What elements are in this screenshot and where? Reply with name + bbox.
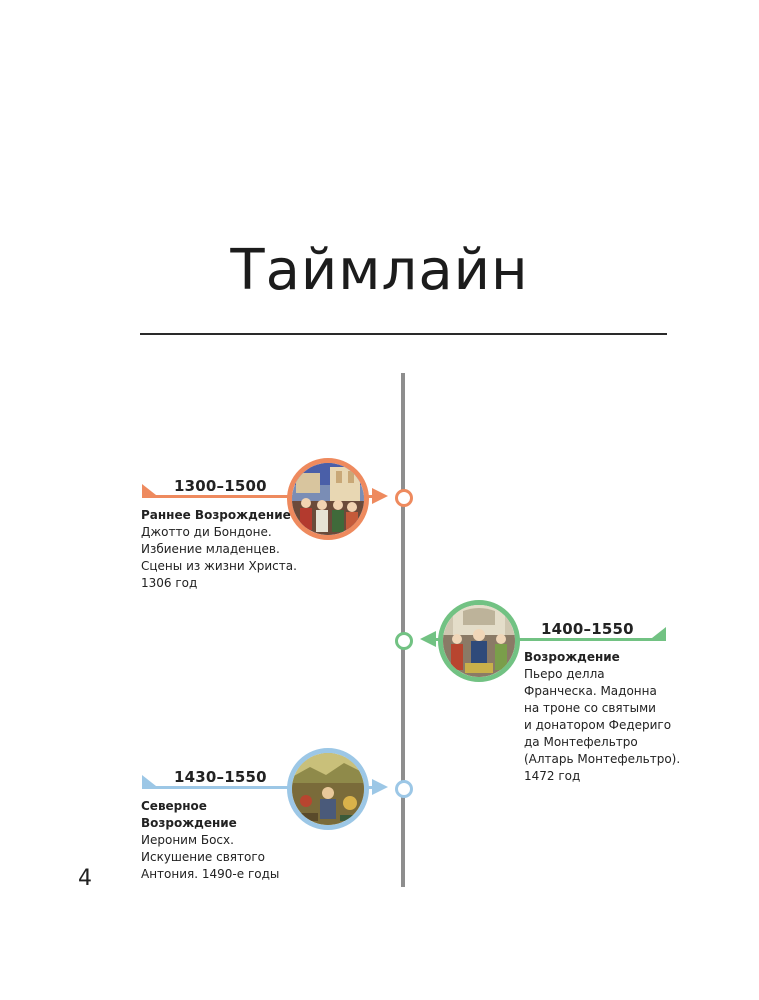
event-period-label: Северное Возрождение [141, 799, 237, 830]
connector-arrow [372, 488, 388, 504]
event-line: и донатором Федериго [524, 718, 672, 732]
event-description [524, 649, 699, 785]
page-number: 4 [78, 866, 92, 891]
event-line: Джотто ди Бондоне. [141, 525, 272, 539]
timeline-node [395, 780, 413, 798]
event-line: (Алтарь Монтефельтро). [524, 752, 681, 766]
connector-arrow [420, 631, 436, 647]
event-years: 1300–1500 [174, 477, 267, 495]
painting-thumbnail-piero [438, 600, 520, 682]
event-description [141, 798, 301, 883]
event-line: Антония. 1490-е годы [141, 867, 280, 881]
title-underline [140, 333, 667, 335]
event-line: Избиение младенцев. [141, 542, 280, 556]
event-years: 1400–1550 [541, 620, 634, 638]
event-period-label: Раннее Возрождение [141, 508, 291, 522]
timeline-node [395, 489, 413, 507]
event-line: Сцены из жизни Христа. [141, 559, 297, 573]
event-years: 1430–1550 [174, 768, 267, 786]
event-line: 1306 год [141, 576, 198, 590]
event-period-label: Возрождение [524, 650, 620, 664]
event-line: Франческа. Мадонна [524, 684, 657, 698]
event-description [141, 507, 301, 592]
event-line: Иероним Босх. [141, 833, 234, 847]
timeline-node [395, 632, 413, 650]
event-line: Пьеро делла [524, 667, 605, 681]
page-title: Таймлайн [230, 238, 529, 303]
connector-arrow [372, 779, 388, 795]
event-line: на троне со святыми [524, 701, 656, 715]
timeline-axis [401, 373, 405, 887]
connector-start-marker [142, 484, 156, 495]
connector-end-marker [652, 627, 666, 638]
event-line: Искушение святого [141, 850, 265, 864]
event-line: 1472 год [524, 769, 581, 783]
event-line: да Монтефельтро [524, 735, 638, 749]
connector-start-marker [142, 775, 156, 786]
